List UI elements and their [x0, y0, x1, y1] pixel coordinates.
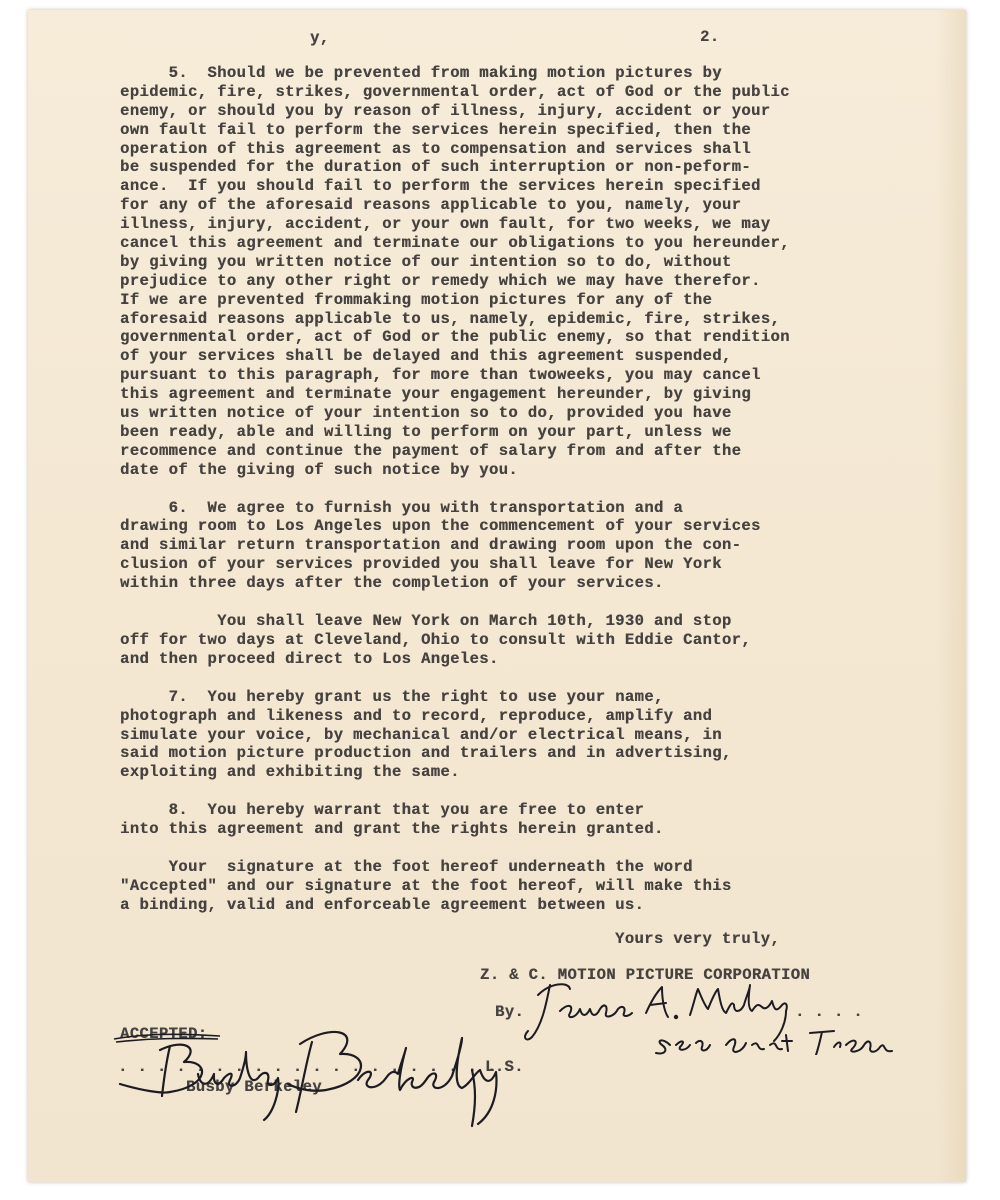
page-number: 2. [700, 28, 720, 46]
body-line: for any of the aforesaid reasons applicable to you, namely, your [120, 196, 742, 215]
body-line: be suspended for the duration of such interruption or non-peform- [120, 158, 752, 177]
body-line: into this agreement and grant the rights herein granted. [120, 820, 664, 839]
body-line: said motion picture production and trailers and in advertising, [120, 744, 732, 763]
body-line: "Accepted" and our signature at the foot hereof, will make this [120, 876, 732, 895]
body-line: If we are prevented frommaking motion pictures for any of the [120, 290, 713, 309]
ls-label: L.S. [485, 1058, 524, 1076]
paragraph-gap [120, 839, 790, 858]
body-line: date of the giving of such notice by you. [120, 460, 519, 479]
paragraph-gap [120, 782, 790, 801]
paragraph-gap [120, 593, 790, 612]
body-line: exploiting and exhibiting the same. [120, 763, 460, 782]
agreement-body [120, 64, 790, 915]
paragraph-gap [120, 480, 790, 499]
by-label: By. [495, 1003, 525, 1021]
body-line: You shall leave New York on March 10th, 1930 and stop [120, 612, 732, 631]
body-line: 7. You hereby grant us the right to use your name, [120, 687, 664, 706]
header-fragment: y, [310, 29, 330, 47]
accepted-strikethrough [112, 1030, 222, 1044]
printed-name: Busby Berkeley [186, 1078, 322, 1096]
body-line: own fault fail to perform the services herein specified, then the [120, 120, 752, 139]
body-line: a binding, valid and enforceable agreement between us. [120, 895, 645, 914]
body-line: governmental order, act of God or the public enemy, so that rendition [120, 328, 790, 347]
body-line: and similar return transportation and drawing room upon the con- [120, 536, 742, 555]
body-line: us written notice of your intention so to do, provided you have [120, 404, 732, 423]
body-line: 5. Should we be prevented from making motion pictures by [120, 64, 722, 82]
body-line: photograph and likeness and to record, reproduce, amplify and [120, 706, 713, 725]
body-line: aforesaid reasons applicable to us, namely, epidemic, fire, strikes, [120, 309, 781, 328]
accepted-label: ACCEPTED: [120, 1025, 208, 1043]
body-line: pursuant to this paragraph, for more than twoweeks, you may cancel [120, 366, 761, 385]
body-line: clusion of your services provided you shall leave for New York [120, 555, 722, 574]
body-line: 8. You hereby warrant that you are free to enter [120, 801, 645, 820]
body-line: illness, injury, accident, or your own fault, for two weeks, we may [120, 215, 771, 234]
body-line: by giving you written notice of our intention so to do, without [120, 252, 732, 271]
body-line: ance. If you should fail to perform the services herein specified [120, 177, 761, 196]
corporation-name: Z. & C. MOTION PICTURE CORPORATION [480, 966, 811, 984]
body-line: off for two days at Cleveland, Ohio to consult with Eddie Cantor, [120, 630, 752, 649]
body-line: within three days after the completion of your services. [120, 574, 664, 593]
body-line: operation of this agreement as to compensation and services shall [120, 139, 752, 158]
body-line: drawing room to Los Angeles upon the commencement of your services [120, 517, 761, 536]
body-line: and then proceed direct to Los Angeles. [120, 649, 499, 668]
body-line: of your services shall be delayed and this agreement suspended, [120, 347, 732, 366]
by-signature-dots: . . . . [795, 1003, 863, 1021]
body-line: cancel this agreement and terminate our obligations to you hereunder, [120, 234, 790, 253]
signature-line-dots: . . . . . . . . . . . . . . . . . . . . [118, 1058, 497, 1076]
body-line: been ready, able and willing to perform on your part, unless we [120, 422, 732, 441]
paragraph-gap [120, 669, 790, 688]
closing-salutation: Yours very truly, [615, 930, 781, 948]
body-line: this agreement and terminate your engagement hereunder, by giving [120, 385, 752, 404]
body-line: prejudice to any other right or remedy which we may have therefor. [120, 271, 761, 290]
body-line: simulate your voice, by mechanical and/or electrical means, in [120, 725, 722, 744]
body-line: 6. We agree to furnish you with transportation and a [120, 498, 684, 517]
body-line: Your signature at the foot hereof underneath the word [120, 857, 693, 876]
body-line: enemy, or should you by reason of illness, injury, accident or your [120, 101, 771, 120]
body-line: epidemic, fire, strikes, governmental order, act of God or the public [120, 82, 790, 101]
body-line: recommence and continue the payment of salary from and after the [120, 441, 742, 460]
